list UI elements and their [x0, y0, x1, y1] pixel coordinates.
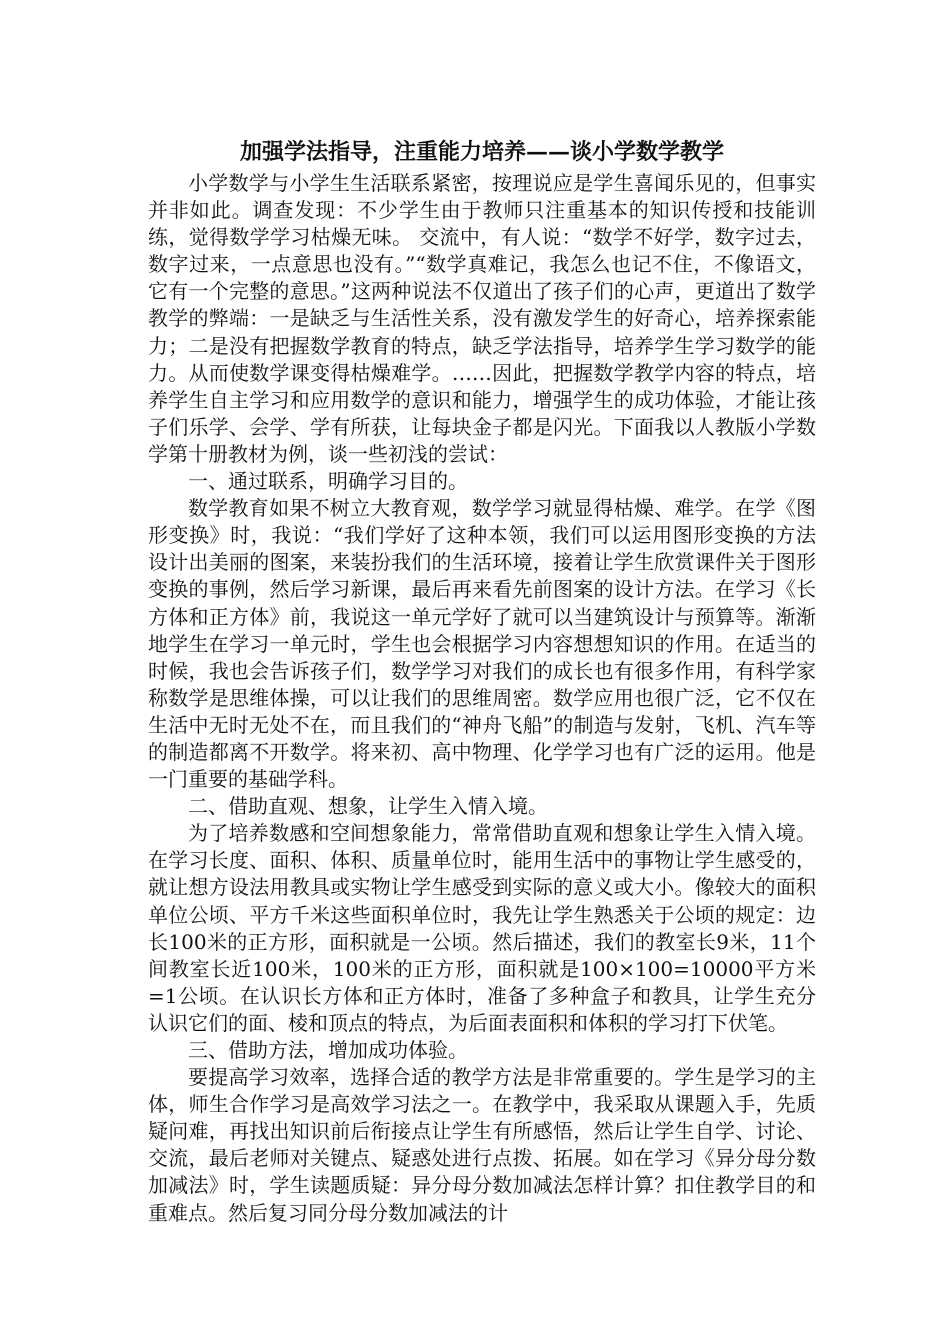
- paragraph-intro: 小学数学与小学生生活联系紧密，按理说应是学生喜闻乐见的，但事实并非如此。调查发现：不少学生由于教师只注重基本的知识传授和技能训练，觉得数学学习枯燥无味。 交流中，有人说：“数学不好学，数字过去，数字过来，一点意思也没有。”“数学真难记，我怎么也记不住，不像语文，它有一个完整的意思。”这两种说法不仅道出了孩子们的心声，更道出了数学教学的弊端：一是缺乏与生活性关系，没有激发学生的好奇心，培养探索能力；二是没有把握数学教育的特点，缺乏学法指导，培养学生学习数学的能力。从而使数学课变得枯燥难学。……因此，把握数学教学内容的特点，培养学生自主学习和应用数学的意识和能力，增强学生的成功体验，才能让孩子们乐学、会学、学有所获，让每块金子都是闪光。下面我以人教版小学数学第十册教材为例，谈一些初浅的尝试：: [148, 171, 816, 466]
- heading-section-1: 一、通过联系，明确学习目的。: [188, 469, 468, 494]
- heading-section-2: 二、借助直观、想象，让学生入情入境。: [188, 794, 548, 819]
- document-body: [148, 170, 816, 1227]
- paragraph-section-1: 数学教育如果不树立大教育观，数学学习就显得枯燥、难学。在学《图形变换》时，我说：“我们学好了这种本领，我们可以运用图形变换的方法设计出美丽的图案，来装扮我们的生活环境，接着让学生欣赏课件关于图形变换的事例，然后学习新课，最后再来看先前图案的设计方法。在学习《长方体和正方体》前，我说这一单元学好了就可以当建筑设计与预算等。渐渐地学生在学习一单元时，学生也会根据学习内容想想知识的作用。在适当的时候，我也会告诉孩子们，数学学习对我们的成长也有很多作用，有科学家称数学是思维体操，可以让我们的思维周密。数学应用也很广泛，它不仅在生活中无时无处不在，而且我们的“神舟飞船”的制造与发射，飞机、汽车等的制造都离不开数学。将来初、高中物理、化学学习也有广泛的运用。他是一门重要的基础学科。: [148, 496, 816, 792]
- document-page: [148, 134, 816, 1227]
- paragraph-section-3: 要提高学习效率，选择合适的教学方法是非常重要的。学生是学习的主体，师生合作学习是高效学习法之一。在教学中，我采取从课题入手，先质疑问难，再找出知识前后衔接点让学生有所感悟，然后让学生自学、讨论、交流，最后老师对关键点、疑惑处进行点拨、拓展。如在学习《异分母分数加减法》时，学生读题质疑：异分母分数加减法怎样计算？扣住教学目的和重难点。然后复习同分母分数加减法的计: [148, 1065, 816, 1225]
- heading-section-3: 三、借助方法，增加成功体验。: [188, 1038, 468, 1062]
- document-title: 加强学法指导，注重能力培养——谈小学数学教学: [239, 139, 724, 165]
- paragraph-section-2: 为了培养数感和空间想象能力，常常借助直观和想象让学生入情入境。在学习长度、面积、体积、质量单位时，能用生活中的事物让学生感受的，就让想方设法用教具或实物让学生感受到实际的意义或大小。像较大的面积单位公顷、平方千米这些面积单位时，我先让学生熟悉关于公顷的规定：边长100米的正方形，面积就是一公顷。然后描述，我们的教室长9米，11个间教室长近100米，100米的正方形，面积就是100×100=10000平方米=1公顷。在认识长方体和正方体时，准备了多种盒子和教具，让学生充分认识它们的面、棱和顶点的特点，为后面表面积和体积的学习打下伏笔。: [148, 821, 816, 1035]
